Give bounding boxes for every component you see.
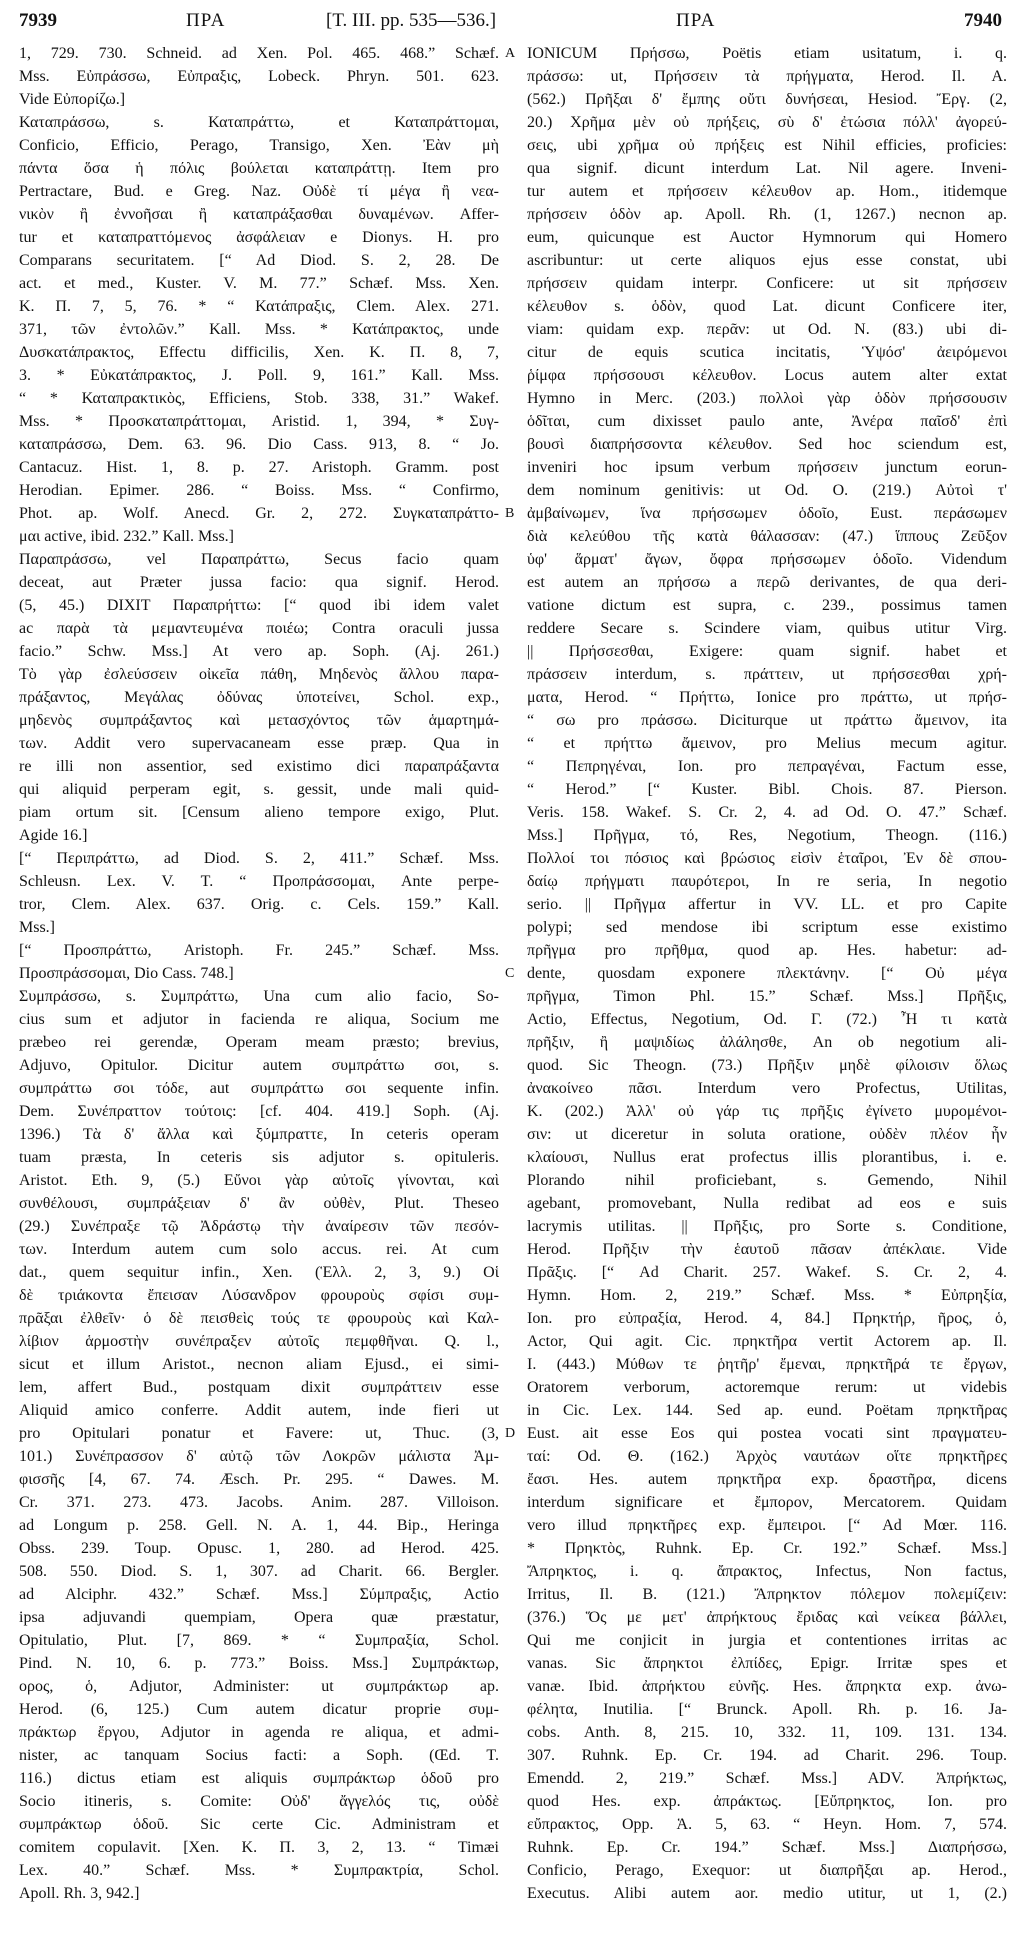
dictionary-text-line: polypi; sed mendose ibi scriptum esse existimo — [527, 919, 1007, 936]
left-column — [19, 42, 499, 1905]
dictionary-text-line: tur autem et πρήσσειν κέλευθον ap. Hom., itidemque — [527, 183, 1007, 200]
dictionary-text-line: “ * Καταπρακτικὸς, Efficiens, Stob. 338, 31.” Wakef. — [19, 390, 499, 407]
dictionary-text-line: συνθέλουσι, συμπράξειαν δ' ἂν οὐθὲν, Plut. Theseo — [19, 1195, 499, 1212]
dictionary-text-line: IONICUM Πρήσσω, Poëtis etiam usitatum, i. q. — [527, 45, 1007, 62]
margin-letter-d: D — [505, 1426, 516, 1441]
dictionary-text-line: πρῆγμα, Timon Phl. 15.” Schæf. Mss.] Πρῆξις, — [527, 988, 1007, 1005]
dictionary-text-line: Conficio, Perago, Exequor: ut διαπρῆξαι ap. Herod., — [527, 1862, 1007, 1879]
dictionary-text-line: ορος, ὁ, Adjutor, Administer: ut συμπράκτωρ ap. — [19, 1678, 499, 1695]
dictionary-text-line: Παραπράσσω, vel Παραπράττω, Secus facio quam — [19, 551, 499, 568]
dictionary-text-line: σεις, ubi χρῆμα οὐ πρήξεις est Nihil efficies, proficies: — [527, 137, 1007, 154]
dictionary-text-line: (376.) Ὅς με μετ' ἀπρήκτους ἔριδας καὶ νείκεα βάλλει, — [527, 1609, 1007, 1626]
dictionary-text-line: Agide 16.] — [19, 827, 88, 844]
dictionary-text-line: 101.) Συνέπρασσον δ' αὐτῷ τῶν Λοκρῶν μάλιστα Ἀμ- — [19, 1448, 499, 1465]
dictionary-text-line: est autem an πρήσσω a περῶ derivantes, de qua deri- — [527, 574, 1007, 591]
dictionary-text-line: κλαίουσι, Nullus erat profectus illis plorantibus, i. e. — [527, 1149, 1007, 1166]
dictionary-text-line: Mss.] — [19, 919, 56, 936]
dictionary-text-line: “ Πεπρηγέναι, Ion. pro πεπραγέναι, Factum esse, — [527, 758, 1007, 775]
dictionary-text-line: dem nominum genitivis: ut Od. O. (219.) Αὐτοὶ τ' — [527, 482, 1007, 499]
dictionary-text-line: Lex. 40.” Schæf. Mss. * Συμπρακτρία, Schol. — [19, 1862, 499, 1879]
margin-letter-a: A — [505, 46, 516, 61]
dictionary-text-line: πράκτωρ ἔργου, Adjutor in agenda re aliqua, et admi- — [19, 1724, 499, 1741]
margin-letter-b: B — [505, 506, 515, 521]
dictionary-text-line: sicut et illum Aristot., necnon aliam Ejusd., ei simi- — [19, 1356, 499, 1373]
dictionary-text-line: των. Addit vero supervacaneam esse præp. Qua in — [19, 735, 499, 752]
dictionary-text-line: re illi non assentior, sed existimo dici παραπράξαντα — [19, 758, 499, 775]
dictionary-text-line: ad Alciphr. 432.” Schæf. Mss.] Σύμπραξις, Actio — [19, 1586, 499, 1603]
dictionary-text-line: inveniri hoc ipsum verbum πρήσσειν junctum eorun- — [527, 459, 1007, 476]
dictionary-text-line: πράσσω: ut, Πρήσσειν τὰ πρήγματα, Herod. Il. A. — [527, 68, 1007, 85]
dictionary-text-line: συμπράκτωρ ὁδοῦ. Sic certe Cic. Administram et — [19, 1816, 499, 1833]
dictionary-text-line: Plorando nihil proficiebant, s. Gemendo, Nihil — [527, 1172, 1007, 1189]
dictionary-text-line: πράσσειν interdum, s. πράττειν, ut πρήσσεσθαι χρή- — [527, 666, 1007, 683]
dictionary-text-line: Schleusn. Lex. V. T. “ Προπράσσομαι, Ante perpe- — [19, 873, 499, 890]
dictionary-text-line: tur et καταπραττόμενος ἀσφάλειαν e Dionys. H. pro — [19, 229, 499, 246]
dictionary-text-line: βουσὶ διαπρήσσοντα κέλευθον. Sed hoc sciendum est, — [527, 436, 1007, 453]
dictionary-text-line: πρήσσειν quidam interpr. Conficere: ut sit πρήσσειν — [527, 275, 1007, 292]
dictionary-text-line: [“ Περιπράττω, ad Diod. S. 2, 411.” Schæf. Mss. — [19, 850, 499, 867]
dictionary-text-line: Mss.] Πρῆγμα, τό, Res, Negotium, Theogn. (116.) — [527, 827, 1007, 844]
dictionary-text-line: Ion. pro εὐπραξία, Herod. 4, 84.] Πρηκτήρ, ῆρος, ὁ, — [527, 1310, 1007, 1327]
dictionary-text-line: Cantacuz. Hist. 1, 8. p. 27. Aristoph. Gramm. post — [19, 459, 499, 476]
dictionary-text-line: viam: quidam exp. περᾶν: ut Od. N. (83.) ubi di- — [527, 321, 1007, 338]
dictionary-text-line: ταί: Od. Θ. (162.) Ἀρχὸς ναυτάων οἵτε πρηκτῆρες — [527, 1448, 1007, 1465]
dictionary-text-line: πρᾶξαι ἐλθεῖν· ὁ δὲ πεισθεὶς τούς τε φρουροὺς καὶ Καλ- — [19, 1310, 499, 1327]
dictionary-text-line: * Πρηκτὸς, Ruhnk. Ep. Cr. 192.” Schæf. Mss.] — [527, 1540, 1007, 1557]
dictionary-text-line: Cr. 371. 273. 473. Jacobs. Anim. 287. Villoison. — [19, 1494, 499, 1511]
dictionary-text-line: lem, affert Bud., postquam dixit συμπράττειν esse — [19, 1379, 499, 1396]
dictionary-text-line: (29.) Συνέπραξε τῷ Ἀδράστῳ τὴν ἀναίρεσιν τῶν πεσόν- — [19, 1218, 499, 1235]
dictionary-text-line: Actio, Effectus, Negotium, Od. Γ. (72.) Ἦ τι κατὰ — [527, 1011, 1007, 1028]
dictionary-text-line: μηδενὸς συμπράξαντος καὶ μετασχόντος τῶν ἁμαρτημά- — [19, 712, 499, 729]
dictionary-text-line: ad Longum p. 258. Gell. N. A. 1, 44. Bip., Heringa — [19, 1517, 499, 1534]
dictionary-text-line: 116.) dictus etiam est aliquis συμπράκτωρ ὁδοῦ pro — [19, 1770, 499, 1787]
dictionary-text-line: εὔπρακτος, Opp. Ἁ. 5, 63. “ Heyn. Hom. 7, 574. — [527, 1816, 1007, 1833]
dictionary-text-line: ipsa adjuvandi quempiam, Opera quæ præstatur, — [19, 1609, 499, 1626]
dictionary-text-line: Irritus, Il. B. (121.) Ἄπρηκτον πόλεμον πολεμίζειν: — [527, 1586, 1007, 1603]
dictionary-text-line: 3. * Εὐκατάπρακτος, J. Poll. 9, 161.” Kall. Mss. — [19, 367, 499, 384]
dictionary-text-line: interdum significare et ἔμπορον, Mercatorem. Quidam — [527, 1494, 1007, 1511]
dictionary-text-line: διὰ κελεύθου τῆς κατὰ θάλασσαν: (47.) ἵππους Ζεῦξον — [527, 528, 1007, 545]
dictionary-text-line: Veris. 158. Wakef. S. Cr. 2, 4. ad Od. O. 47.” Schæf. — [527, 804, 1007, 821]
dictionary-text-line: Mss. * Προσκαταπράττομαι, Aristid. 1, 394, * Συγ- — [19, 413, 499, 430]
dictionary-text-line: quod Hes. exp. ἀπράκτως. [Εὔπρηκτος, Ion. pro — [527, 1793, 1007, 1810]
dictionary-text-line: πράξαντος, Μεγάλας ὀδύνας ὑποτείνει, Schol. exp., — [19, 689, 499, 706]
dictionary-text-line: ῥίμφα πρήσσουσι κέλευθον. Locus autem alter extat — [527, 367, 1007, 384]
dictionary-text-line: Pertractare, Bud. e Greg. Naz. Οὐδὲ τί μέγα ἢ νεα- — [19, 183, 499, 200]
dictionary-text-line: act. et med., Kuster. V. M. 77.” Schæf. Mss. Xen. — [19, 275, 499, 292]
dictionary-text-line: πρῆγμα pro πρῆθμα, quod ap. Hes. habetur: ad- — [527, 942, 1007, 959]
dictionary-text-line: K. (202.) Ἀλλ' οὐ γάρ τις πρῆξις ἐγίνετο μυρομένοι- — [527, 1103, 1007, 1120]
dictionary-text-line: Συμπράσσω, s. Συμπράττω, Una cum alio facio, So- — [19, 988, 499, 1005]
dictionary-text-line: νικὸν ἢ ἐννοῆσαι ἢ καταπράξασθαι δυναμένων. Affer- — [19, 206, 499, 223]
dictionary-text-line: “ Herod.” [“ Kuster. Bibl. Chois. 87. Pierson. — [527, 781, 1007, 798]
dictionary-text-line: ἀνακοίνεο πᾶσι. Interdum vero Profectus, Utilitas, — [527, 1080, 1007, 1097]
dictionary-text-line: (5, 45.) DIXIT Παραπρήττω: [“ quod ibi idem valet — [19, 597, 499, 614]
dictionary-text-line: comitem copulavit. [Xen. K. Π. 3, 2, 13. “ Timæi — [19, 1839, 499, 1856]
dictionary-text-line: cobs. Anth. 8, 215. 10, 332. 11, 109. 131. 134. — [527, 1724, 1007, 1741]
dictionary-text-line: piam ortum sit. [Censum alieno tempore exigo, Plut. — [19, 804, 499, 821]
dictionary-text-line: Πολλοί τοι πόσιος καὶ βρώσιος εἰσὶν ἑταῖροι, Ἐν δὲ σπου- — [527, 850, 1007, 867]
dictionary-text-line: Phot. ap. Wolf. Anecd. Gr. 2, 272. Συγκαταπράττο- — [19, 505, 499, 522]
dictionary-text-line: qui aliquid perperam egit, s. gessit, unde mali quid- — [19, 781, 499, 798]
dictionary-text-line: Προσπράσσομαι, Dio Cass. 748.] — [19, 965, 234, 982]
dictionary-text-line: 20.) Χρῆμα μὲν οὐ πρήξεις, σὺ δ' ἐτώσια πόλλ' ἀγορεύ- — [527, 114, 1007, 131]
dictionary-text-line: Hymn. Hom. 2, 219.” Schæf. Mss. * Εὐπρηξία, — [527, 1287, 1007, 1304]
dictionary-text-line: Comparans securitatem. [“ Ad Diod. S. 2, 28. De — [19, 252, 499, 269]
dictionary-text-line: Τὸ γὰρ ἐσλεύσσειν οἰκεῖα πάθη, Μηδενὸς ἄλλου παρα- — [19, 666, 499, 683]
dictionary-text-line: lacrymis utilitas. || Πρῆξις, pro Sorte s. Conditione, — [527, 1218, 1007, 1235]
dictionary-text-line: vanas. Sic ἄπρηκτοι ἐλπίδες, Epigr. Irritæ spes et — [527, 1655, 1007, 1672]
page-number-left: 7939 — [19, 10, 57, 31]
dictionary-text-line: συμπράττω σοι τόδε, aut συμπράττω σοι sequente infin. — [19, 1080, 499, 1097]
dictionary-text-line: κέλευθον s. ὁδὸν, quod Lat. dicunt Conficere iter, — [527, 298, 1007, 315]
dictionary-text-line: Hymno in Merc. (203.) πολλοὶ γὰρ ὁδὸν πρήσσουσιν — [527, 390, 1007, 407]
dictionary-text-line: eum, quicunque est Auctor Hymnorum qui Homero — [527, 229, 1007, 246]
dictionary-text-line: φέλητα, Inutilia. [“ Brunck. Apoll. Rh. p. 16. Ja- — [527, 1701, 1007, 1718]
dictionary-text-line: καταπράσσω, Dem. 63. 96. Dio Cass. 913, 8. “ Jo. — [19, 436, 499, 453]
dictionary-text-line: Δυσκατάπρακτος, Effectu difficilis, Xen. K. Π. 8, 7, — [19, 344, 499, 361]
dictionary-text-line: 307. Ruhnk. Ep. Cr. 194. ad Charit. 296. Toup. — [527, 1747, 1007, 1764]
dictionary-text-line: των. Interdum autem cum solo accus. rei. At cum — [19, 1241, 499, 1258]
dictionary-text-line: ὁδῖται, cum dixisset paulo ante, Ἀνέρα παῖσδ' ἐπὶ — [527, 413, 1007, 430]
dictionary-text-line: Actor, Qui agit. Cic. πρηκτῆρα vertit Actorem ap. Il. — [527, 1333, 1007, 1350]
dictionary-text-line: nister, ac tanquam Socius facti: a Soph. (Œd. T. — [19, 1747, 499, 1764]
dictionary-text-line: vanæ. Ibid. ἀπρήκτου εὐνῆς. Hes. ἄπρηκτα exp. ἀνω- — [527, 1678, 1007, 1695]
dictionary-text-line: Aristot. Eth. 9, (5.) Εὔνοι γὰρ αὐτοῖς γίνονται, καὶ — [19, 1172, 499, 1189]
right-column — [527, 42, 1007, 1905]
dictionary-text-line: Eust. ait esse Eos qui postea vocati sint πραγματευ- — [527, 1425, 1007, 1442]
dictionary-text-line: Dem. Συνέπραττον τούτοις: [cf. 404. 419.] Soph. (Aj. — [19, 1103, 499, 1120]
dictionary-text-line: 508. 550. Diod. S. 1, 307. ad Charit. 66. Bergler. — [19, 1563, 499, 1580]
dictionary-text-line: agebant, promovebant, Nulla redibat ad eos e suis — [527, 1195, 1007, 1212]
dictionary-text-line: Καταπράσσω, s. Καταπράττω, et Καταπράττομαι, — [19, 114, 499, 131]
headword-guide-left: ΠΡΑ — [186, 10, 226, 31]
dictionary-text-line: Mss. Εὐπράσσω, Εὐπραξις, Lobeck. Phryn. 501. 623. — [19, 68, 499, 85]
dictionary-text-line: “ et πρήττω ἄμεινον, pro Melius mecum agitur. — [527, 735, 1007, 752]
dictionary-text-line: Qui me conjicit in jurgia et contentiones irritas ac — [527, 1632, 1007, 1649]
dictionary-text-line: δαίῳ πρήγματι παυρότεροι, In re seria, In negotio — [527, 873, 1007, 890]
dictionary-text-line: 1396.) Τὰ δ' ἄλλα καὶ ξύμπραττε, In ceteris operam — [19, 1126, 499, 1143]
dictionary-text-line: Conficio, Efficio, Perago, Transigo, Xen. Ἐὰν μὴ — [19, 137, 499, 154]
dictionary-text-line: σιν: ut diceretur in soluta oratione, οὐδὲν πλέον ἦν — [527, 1126, 1007, 1143]
dictionary-text-line: deceat, aut Præter jussa facio: qua signif. Herod. — [19, 574, 499, 591]
dictionary-text-line: ματα, Herod. “ Πρήττω, Ionice pro πράττω, ut πρήσ- — [527, 689, 1007, 706]
dictionary-text-line: φισσῆς [4, 67. 74. Æsch. Pr. 295. “ Dawes. M. — [19, 1471, 499, 1488]
dictionary-text-line: Aliquid amico conferre. Addit autem, inde fieri ut — [19, 1402, 499, 1419]
dictionary-text-line: Herod. Πρῆξιν τὴν ἑαυτοῦ πᾶσαν ἀπέκλαιε. Vide — [527, 1241, 1007, 1258]
dictionary-text-line: K. Π. 7, 5, 76. * “ Κατάπραξις, Clem. Alex. 271. — [19, 298, 499, 315]
dictionary-text-line: Obss. 239. Toup. Opusc. 1, 280. ad Herod. 425. — [19, 1540, 499, 1557]
dictionary-text-line: in Cic. Lex. 144. Sed ap. eund. Poëtam πρηκτῆρας — [527, 1402, 1007, 1419]
dictionary-text-line: δὲ τριάκοντα ἔπεισαν Λύσανδρον φρουροὺς σφίσι συμ- — [19, 1287, 499, 1304]
dictionary-text-line: πάντα ὅσα ἡ πόλις βούλεται καταπράττῃ. Item pro — [19, 160, 499, 177]
dictionary-text-line: dente, quosdam exponere πλεκτάνην. [“ Οὐ μέγα — [527, 965, 1007, 982]
dictionary-text-line: Herodian. Epimer. 286. “ Boiss. Mss. “ Confirmo, — [19, 482, 499, 499]
dictionary-text-line: præbeo rei gerendæ, Operam meam præsto; brevius, — [19, 1034, 499, 1051]
dictionary-text-line: πρήσσειν ὁδὸν ap. Apoll. Rh. (1, 1267.) necnon ap. — [527, 206, 1007, 223]
dictionary-text-line: Herod. (6, 125.) Cum autem dicatur proprie συμ- — [19, 1701, 499, 1718]
dictionary-text-line: πρῆξιν, ἢ μαψιδίως ἀλάλησθε, An ob negotium ali- — [527, 1034, 1007, 1051]
dictionary-text-line: vero illud πρηκτῆρες exp. ἔμπειροι. [“ Ad Mœr. 116. — [527, 1517, 1007, 1534]
dictionary-text-line: ac παρὰ τὰ μεμαντευμένα ποιέω; Contra oraculi jussa — [19, 620, 499, 637]
dictionary-text-line: I. (443.) Μύθων τε ῥητῆρ' ἔμεναι, πρηκτῆρά τε ἔργων, — [527, 1356, 1007, 1373]
dictionary-text-line: || Πρήσσεσθαι, Exigere: quam signif. habet et — [527, 643, 1007, 660]
dictionary-text-line: ὑφ' ἅρματ' ἄγων, ὄφρα πρήσσωμεν ὁδοῖο. Videndum — [527, 551, 1007, 568]
dictionary-text-line: Apoll. Rh. 3, 942.] — [19, 1885, 140, 1902]
dictionary-text-line: Ruhnk. Ep. Cr. 194.” Schæf. Mss.] Διαπρήσσω, — [527, 1839, 1007, 1856]
dictionary-text-line: μαι active, ibid. 232.” Kall. Mss.] — [19, 528, 235, 545]
margin-letter-c: C — [505, 966, 515, 981]
dictionary-text-line: serio. || Πρῆγμα affertur in VV. LL. et pro Capite — [527, 896, 1007, 913]
dictionary-text-line: ἀμβαίνωμεν, ἵνα πρήσσωμεν ὁδοῖο, Eust. περάσωμεν — [527, 505, 1007, 522]
dictionary-text-line: facio.” Schw. Mss.] At vero ap. Soph. (Aj. 261.) — [19, 643, 499, 660]
dictionary-text-line: 371, τῶν ἐντολῶν.” Kall. Mss. * Κατάπρακτος, unde — [19, 321, 499, 338]
dictionary-text-line: Πρᾶξις. [“ Ad Charit. 257. Wakef. S. Cr. 2, 4. — [527, 1264, 1007, 1281]
dictionary-text-line: vatione dictum est supra, c. 239., possimus tamen — [527, 597, 1007, 614]
dictionary-text-line: citur de equis scutica incitatis, Ὑψόσ' ἀειρόμενοι — [527, 344, 1007, 361]
dictionary-text-line: Opitulatio, Plut. [7, 869. * “ Συμπραξία, Schol. — [19, 1632, 499, 1649]
dictionary-text-line: (562.) Πρῆξαι δ' ἔμπης οὔτι δυνήσεαι, Hesiod. Ἔργ. (2, — [527, 91, 1007, 108]
dictionary-text-line: quod. Sic Theogn. (73.) Πρῆξιν μηδὲ φίλοισιν ὅλως — [527, 1057, 1007, 1074]
dictionary-text-line: pro Opitulari ponatur et Favere: ut, Thuc. (3, — [19, 1425, 499, 1442]
dictionary-text-line: cius sum et adjutor in facienda re aliqua, Socium me — [19, 1011, 499, 1028]
dictionary-text-line: ἔασι. Hes. autem πρηκτῆρα exp. δραστῆρα, dicens — [527, 1471, 1007, 1488]
dictionary-text-line: qua signif. dicunt interdum Lat. Nil agere. Inveni- — [527, 160, 1007, 177]
dictionary-text-line: tuam præsta, In ceteris sis adjutor s. opituleris. — [19, 1149, 499, 1166]
dictionary-text-line: λίβιον ἁρμοστὴν συνέπραξεν αὐτοῖς πεμφθῆναι. Q. l., — [19, 1333, 499, 1350]
dictionary-text-line: tror, Clem. Alex. 637. Orig. c. Cels. 159.” Kall. — [19, 896, 499, 913]
dictionary-text-line: Oratorem verborum, actoremque rerum: ut videbis — [527, 1379, 1007, 1396]
dictionary-text-line: Pind. N. 10, 6. p. 773.” Boiss. Mss.] Συμπράκτωρ, — [19, 1655, 499, 1672]
dictionary-text-line: [“ Προσπράττω, Aristoph. Fr. 245.” Schæf. Mss. — [19, 942, 499, 959]
dictionary-text-line: Adjuvo, Opitulor. Dicitur autem συμπράττω σοι, s. — [19, 1057, 499, 1074]
headword-guide-right: ΠΡΑ — [676, 10, 716, 31]
dictionary-text-line: dat., quem sequitur infin., Xen. (Ἑλλ. 2, 3, 9.) Οἱ — [19, 1264, 499, 1281]
volume-page-reference: [T. III. pp. 535—536.] — [326, 10, 497, 31]
dictionary-text-line: Ἄπρηκτος, i. q. ἄπρακτος, Infectus, Non factus, — [527, 1563, 1007, 1580]
dictionary-text-line: Emendd. 2, 219.” Schæf. Mss.] ADV. Ἀπρήκτως, — [527, 1770, 1007, 1787]
dictionary-text-line: 1, 729. 730. Schneid. ad Xen. Pol. 465. 468.” Schæf. — [19, 45, 499, 62]
dictionary-text-line: Vide Εὐπορίζω.] — [19, 91, 126, 108]
page-number-right: 7940 — [964, 10, 1002, 31]
dictionary-text-line: “ σω pro πράσσω. Diciturque ut πράττω ἄμεινον, ita — [527, 712, 1007, 729]
dictionary-text-line: Socio itineris, s. Comite: Οὐδ' ἄγγελός τις, οὐδὲ — [19, 1793, 499, 1810]
dictionary-text-line: ascribuntur: ut certe aliquos ejus esse constat, ubi — [527, 252, 1007, 269]
dictionary-text-line: Executus. Alibi autem aor. medio utitur, ut 1, (2.) — [527, 1885, 1007, 1902]
dictionary-text-line: reddere Secare s. Scindere viam, quibus utitur Virg. — [527, 620, 1007, 637]
